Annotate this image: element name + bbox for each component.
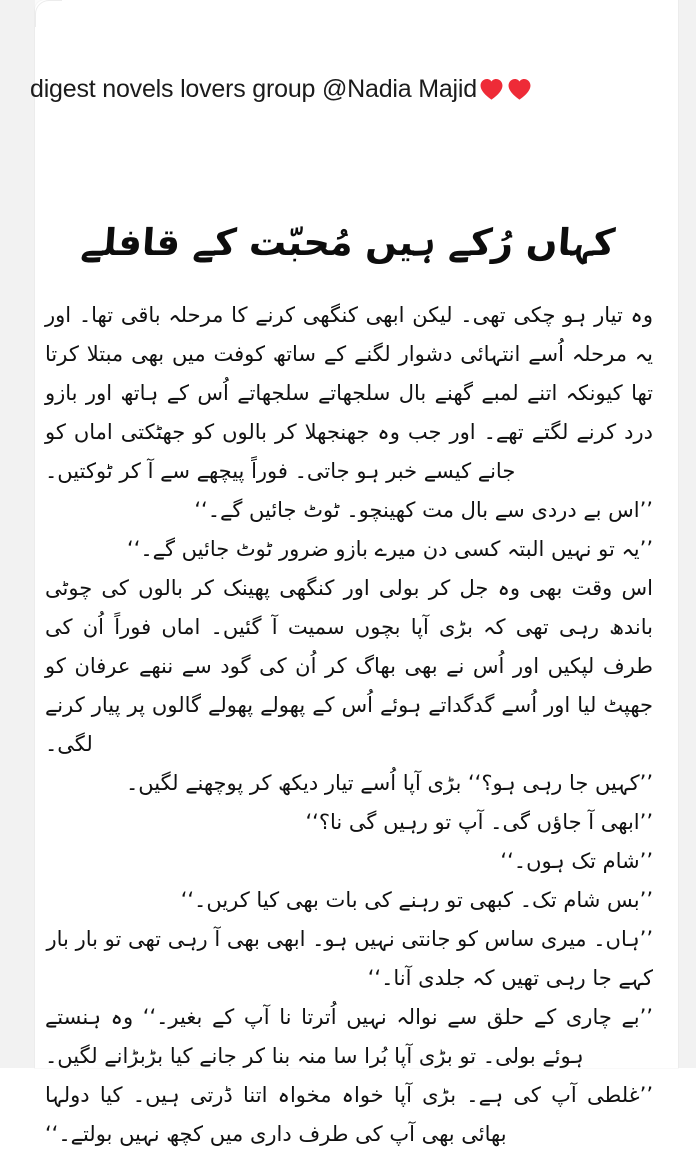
paragraph-narration: وہ تیار ہو چکی تھی۔ لیکن ابھی کنگھی کرنے کا مرحلہ باقی تھا۔ اور یہ مرحلہ اُسے انتہائی دشوار لگنے کے ساتھ کوفت میں بھی مبتلا کرتا تھا کیونکہ اتنے لمبے گھنے بال سلجھاتے سلجھاتے اُس کے ہاتھ اور بازو درد کرنے لگتے تھے۔ اور جب وہ جھنجھلا کر بالوں کو جھٹکتی اماں کو جانے کیسے خبر ہو جاتی۔ فوراً پیچھے سے آ کر ٹوکتیں۔ <box>45 303 653 483</box>
paragraph-narration: ’’غلطی آپ کی ہے۔ بڑی آپا خواہ مخواہ اتنا ڈرتی ہیں۔ کیا دولہا بھائی بھی آپ کی طرف داری میں کچھ نہیں بولتے۔‘‘ <box>45 1083 653 1146</box>
paragraph-dialogue: ’’یہ تو نہیں البتہ کسی دن میرے بازو ضرور ٹوٹ جائیں گے۔‘‘ <box>127 537 653 561</box>
paragraph-narration: ’’بے چاری کے حلق سے نوالہ نہیں اُترتا نا آپ کے بغیر۔‘‘ وہ ہنستے ہوئے بولی۔ تو بڑی آپا بُرا سا منہ بنا کر جانے کیا بڑبڑانے لگیں۔ <box>45 1005 653 1068</box>
paragraph-dialogue: ’’اس بے دردی سے بال مت کھینچو۔ ٹوٹ جائیں گے۔‘‘ <box>194 498 653 522</box>
page-margin-right <box>678 0 696 1068</box>
page-corner-rounded <box>35 0 62 27</box>
paragraph-dialogue: ’’شام تک ہوں۔‘‘ <box>500 849 653 873</box>
page-margin-left <box>0 0 35 1068</box>
paragraph-dialogue: ’’ہاں۔ میری ساس کو جانتی نہیں ہو۔ ابھی بھی آ رہی تھی تو بار بار کہے جا رہی تھیں کہ جلدی آنا۔‘‘ <box>46 927 653 990</box>
paragraph-dialogue: ’’بس شام تک۔ کبھی تو رہنے کی بات بھی کیا کریں۔‘‘ <box>180 888 653 912</box>
novel-body-text <box>45 296 653 1154</box>
group-watermark-header <box>30 74 533 104</box>
paragraph-dialogue: ’’ابھی آ جاؤں گی۔ آپ تو رہیں گی نا؟‘‘ <box>305 810 653 834</box>
heart-icon <box>478 76 505 103</box>
heart-icon <box>506 76 533 103</box>
group-watermark-text: digest novels lovers group @Nadia Majid <box>30 75 477 103</box>
paragraph-dialogue: ’’کہیں جا رہی ہو؟‘‘ بڑی آپا اُسے تیار دیکھ کر پوچھنے لگیں۔ <box>125 771 653 795</box>
paragraph-narration: اس وقت بھی وہ جل کر بولی اور کنگھی پھینک کر بالوں کی چوٹی باندھ رہی تھی کہ بڑی آپا بچوں سمیت آ گئیں۔ اماں فوراً اُن کی طرف لپکیں اور اُس نے بھی بھاگ کر اُن کی گود سے ننھے عرفان کو جھپٹ لیا اور اُسے گدگداتے ہوئے اُس کے پھولے پھولے گالوں پر پیار کرنے لگی۔ <box>45 576 653 756</box>
novel-title: کہاں رُکے ہیں مُحبّت کے قافلے <box>79 220 617 264</box>
